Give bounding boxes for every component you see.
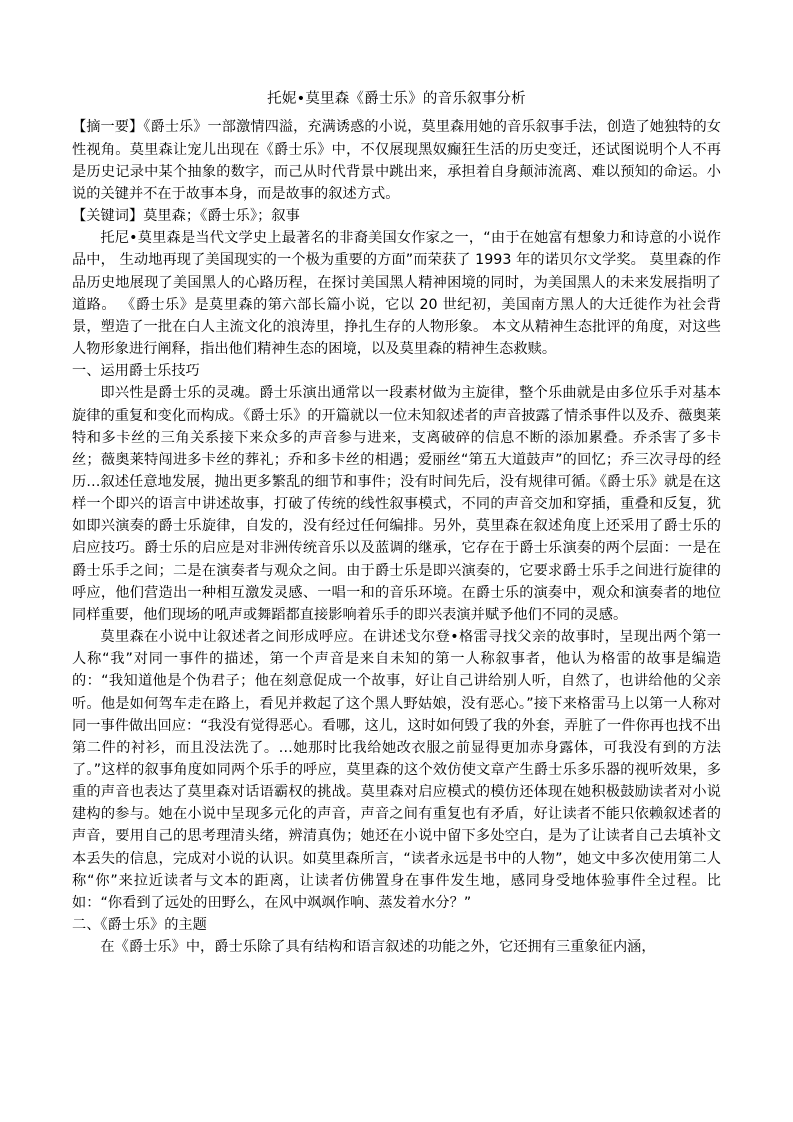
section1-paragraph-2: 莫里森在小说中让叙述者之间形成呼应。在讲述戈尔登•格雷寻找父亲的故事时，呈现出两个第一人称“我”对同一事件的描述，第一个声音是来自未知的第一人称叙事者，他认为格雷的故事是编造的：“我知道他是个伪君子；他在刻意促成一个故事，好让自己讲给别人听，自然了，也讲给他的父亲听。他是如何驾车走在路上，看见并救起了这个黑人野姑娘，没有恶心。”接下来格雷马上以第一人称对同一事件做出回应：“我没有觉得恶心。看哪，这儿，这时如何毁了我的外套，弄脏了一件你再也找不出第二件的衬衫，而且没法洗了。…她那时比我给她改衣服之前显得更加赤身露体，可我没有到的方法了。”这样的叙事角度如同两个乐手的呼应，莫里森的这个效仿使文章产生爵士乐多乐器的视听效果，多重的声音也表达了莫里森对话语霸权的挑战。莫里森对启应模式的模仿还体现在她积极鼓励读者对小说建构的参与。她在小说中呈现多元化的声音，声音之间有重复也有矛盾，好让读者不能只依赖叙述者的声音，要用自己的思考理清头绪，辨清真伪；她还在小说中留下多处空白，是为了让读者自己去填补文本丢失的信息，完成对小说的认识。如莫里森所言，“读者永远是书中的人物”，她文中多次使用第二人称“你”来拉近读者与文本的距离，让读者仿佛置身在事件发生地，感同身受地体验事件全过程。比如：“你看到了远处的田野么，在风中飒飒作响、蒸发着水分？” (72, 629, 721, 911)
section-heading-2: 二、《爵士乐》的主题 (72, 917, 207, 934)
section1-paragraph-1: 即兴性是爵士乐的灵魂。爵士乐演出通常以一段素材做为主旋律，整个乐曲就是由多位乐手对基本旋律的重复和变化而构成。《爵士乐》的开篇就以一位未知叙述者的声音披露了情杀事件以及乔、薇奥莱特和多卡丝的三角关系接下来众多的声音参与进来，支离破碎的信息不断的添加累叠。乔杀害了多卡丝；薇奥莱特闯进多卡丝的葬礼；乔和多卡丝的相遇；爱丽丝“第五大道鼓声”的回忆；乔三次寻母的经历…叙述任意地发展，抛出更多繁乱的细节和事件；没有时间先后，没有规律可循。《爵士乐》就是在这样一个即兴的语言中讲述故事，打破了传统的线性叙事模式，不同的声音交加和穿插，重叠和反复，犹如即兴演奏的爵士乐旋律，自发的，没有经过任何编排。另外，莫里森在叙述角度上还采用了爵士乐的启应技巧。爵士乐的启应是对非洲传统音乐以及蓝调的继承，它存在于爵士乐演奏的两个层面：一是在爵士乐手之间；二是在演奏者与观众之间。由于爵士乐是即兴演奏的，它要求爵士乐手之间进行旋律的呼应，他们营造出一种相互激发灵感、一唱一和的音乐环境。在爵士乐的演奏中，观众和演奏者的地位同样重要，他们现场的吼声或舞蹈都直接影响着乐手的即兴表演并赋予他们不同的灵感。 (72, 385, 721, 623)
keywords-paragraph: 【关键词】莫里森；《爵士乐》；叙事 (72, 208, 300, 225)
abstract-paragraph: 【摘一要】《爵士乐》一部激情四溢，充满诱惑的小说，莫里森用她的音乐叙事手法，创造了她独特的女性视角。莫里森让宠儿出现在《爵士乐》中，不仅展现黑奴癫狂生活的历史变迁，还试图说明个人不再是历史记录中某个抽象的数字，而己从时代背景中跳出来，承担着自身颠沛流离、难以预知的命运。小说的关键并不在于故事本身，而是故事的叙述方式。 (72, 119, 721, 202)
section2-paragraph-1: 在《爵士乐》中，爵士乐除了具有结构和语言叙述的功能之外，它还拥有三重象征内涵， (100, 939, 656, 956)
section-heading-1: 一、运用爵士乐技巧 (72, 363, 200, 380)
page-title: 托妮•莫里森《爵士乐》的音乐叙事分析 (267, 91, 526, 107)
intro-paragraph: 托尼•莫里森是当代文学史上最著名的非裔美国女作家之一，“由于在她富有想象力和诗意的小说作品中， 生动地再现了美国现实的一个极为重要的方面”而荣获了 1993 年的诺贝尔文学奖。 莫里森的作品历史地展现了美国黑人的心路历程，在探讨美国黑人精神困境的同时，为美国黑人的未来发展指明了道路。 《爵士乐》是莫里森的第六部长篇小说，它以 20 世纪初，美国南方黑人的大迁徙作为社会背景，塑造了一批在白人主流文化的浪涛里，挣扎生存的人物形象。 本文从精神生态批评的角度，对这些人物形象进行阐释，指出他们精神生态的困境，以及莫里森的精神生态救赎。 (72, 230, 721, 358)
